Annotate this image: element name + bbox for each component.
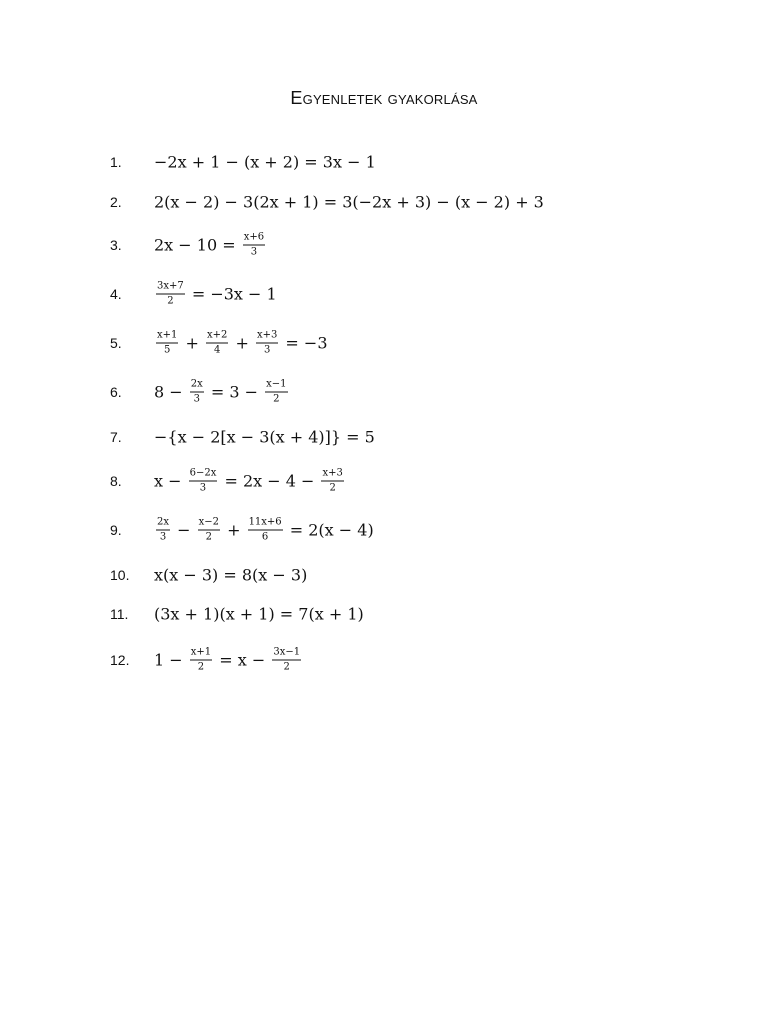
equation-text: x −	[154, 471, 187, 491]
equation-expression	[154, 566, 307, 585]
fraction	[156, 281, 185, 308]
equation-text: = −3	[280, 333, 328, 353]
fraction-denominator: 2	[273, 393, 280, 405]
fraction-denominator: 2	[283, 661, 290, 673]
fraction-numerator: x+2	[206, 330, 228, 344]
equation-number: 6.	[110, 384, 122, 400]
equation-expression	[154, 647, 303, 674]
equation-text: x(x − 3) = 8(x − 3)	[154, 565, 308, 585]
equation-text: (3x + 1)(x + 1) = 7(x + 1)	[154, 604, 364, 624]
equation-number: 9.	[110, 522, 122, 538]
fraction-denominator: 2	[205, 531, 212, 543]
equation-number: 7.	[110, 429, 122, 445]
fraction-denominator: 2	[197, 661, 205, 673]
equation-text: −2x + 1 − (x + 2) = 3x − 1	[154, 152, 376, 172]
fraction-numerator: 2x	[190, 379, 204, 393]
fraction-denominator: 2	[167, 295, 174, 307]
equation-text: = −3x − 1	[186, 284, 277, 304]
fraction-denominator: 4	[213, 344, 221, 356]
fraction	[156, 517, 170, 544]
equation-text: = x −	[214, 650, 271, 670]
equation-expression	[154, 468, 346, 495]
fraction-numerator: x−2	[198, 517, 220, 531]
fraction-numerator: x+6	[243, 232, 265, 246]
equation-expression	[154, 605, 364, 624]
equation-text: +	[180, 333, 204, 353]
fraction	[243, 232, 265, 259]
fraction-numerator: 3x−1	[272, 647, 301, 661]
equation-expression	[154, 153, 376, 172]
equation-row	[0, 594, 768, 634]
fraction	[272, 647, 301, 674]
equation-text: +	[221, 520, 246, 540]
fraction-denominator: 3	[193, 393, 200, 405]
equation-number: 5.	[110, 335, 122, 351]
equation-text: = 2(x − 4)	[284, 520, 374, 540]
equation-number: 10.	[110, 567, 130, 583]
fraction-numerator: x+3	[256, 330, 278, 344]
equation-number: 4.	[110, 286, 122, 302]
equation-number: 1.	[110, 154, 122, 170]
equation-text: +	[230, 333, 254, 353]
equation-row	[0, 510, 768, 550]
equation-number: 8.	[110, 473, 122, 489]
fraction	[189, 468, 218, 495]
fraction-numerator: 2x	[156, 517, 170, 531]
equation-text: 2(x − 2) − 3(2x + 1) = 3(−2x + 3) − (x − 2) + 3	[154, 192, 544, 212]
fraction	[190, 379, 204, 406]
page-title: Egyenletek gyakorlása	[290, 88, 478, 108]
equation-text: 8 −	[154, 382, 188, 402]
fraction	[321, 468, 343, 495]
fraction-numerator: x+1	[156, 330, 178, 344]
equation-row	[0, 142, 768, 182]
equation-expression	[154, 517, 374, 544]
equation-row	[0, 417, 768, 457]
equation-text: 2x − 10 =	[154, 235, 241, 255]
fraction-denominator: 3	[159, 531, 167, 543]
equation-number: 11.	[110, 606, 129, 622]
equation-number: 12.	[110, 652, 130, 668]
equation-row	[0, 555, 768, 595]
fraction-numerator: x+3	[321, 468, 343, 482]
fraction	[190, 647, 212, 674]
equation-row	[0, 225, 768, 265]
equation-text: = 2x − 4 −	[219, 471, 320, 491]
fraction-numerator: x+1	[190, 647, 212, 661]
fraction	[206, 330, 228, 357]
fraction-denominator: 2	[329, 482, 336, 494]
equation-expression	[154, 232, 267, 259]
fraction-numerator: 11x+6	[248, 517, 283, 531]
fraction	[248, 517, 283, 544]
equation-row	[0, 274, 768, 314]
equation-row	[0, 323, 768, 363]
equation-expression	[154, 379, 290, 406]
equation-expression	[154, 330, 328, 357]
fraction-numerator: x−1	[265, 379, 287, 393]
equation-expression	[154, 193, 544, 212]
fraction	[198, 517, 220, 544]
equation-row	[0, 372, 768, 412]
equation-text: 1 −	[154, 650, 188, 670]
equation-row	[0, 640, 768, 680]
equation-number: 3.	[110, 237, 122, 253]
fraction-numerator: 3x+7	[156, 281, 185, 295]
fraction	[256, 330, 278, 357]
equation-text: −	[172, 520, 196, 540]
fraction-denominator: 3	[250, 246, 258, 258]
equation-text: = 3 −	[205, 382, 264, 402]
equation-expression	[154, 281, 277, 308]
fraction	[265, 379, 287, 406]
fraction-denominator: 6	[261, 531, 269, 543]
equation-expression	[154, 428, 375, 447]
equation-row	[0, 461, 768, 501]
equation-number: 2.	[110, 194, 122, 210]
fraction-denominator: 3	[199, 482, 207, 494]
fraction-denominator: 5	[164, 344, 171, 356]
fraction-numerator: 6−2x	[189, 468, 218, 482]
equation-text: −{x − 2[x − 3(x + 4)]} = 5	[154, 427, 375, 447]
fraction-denominator: 3	[263, 344, 271, 356]
equation-row	[0, 182, 768, 222]
fraction	[156, 330, 178, 357]
